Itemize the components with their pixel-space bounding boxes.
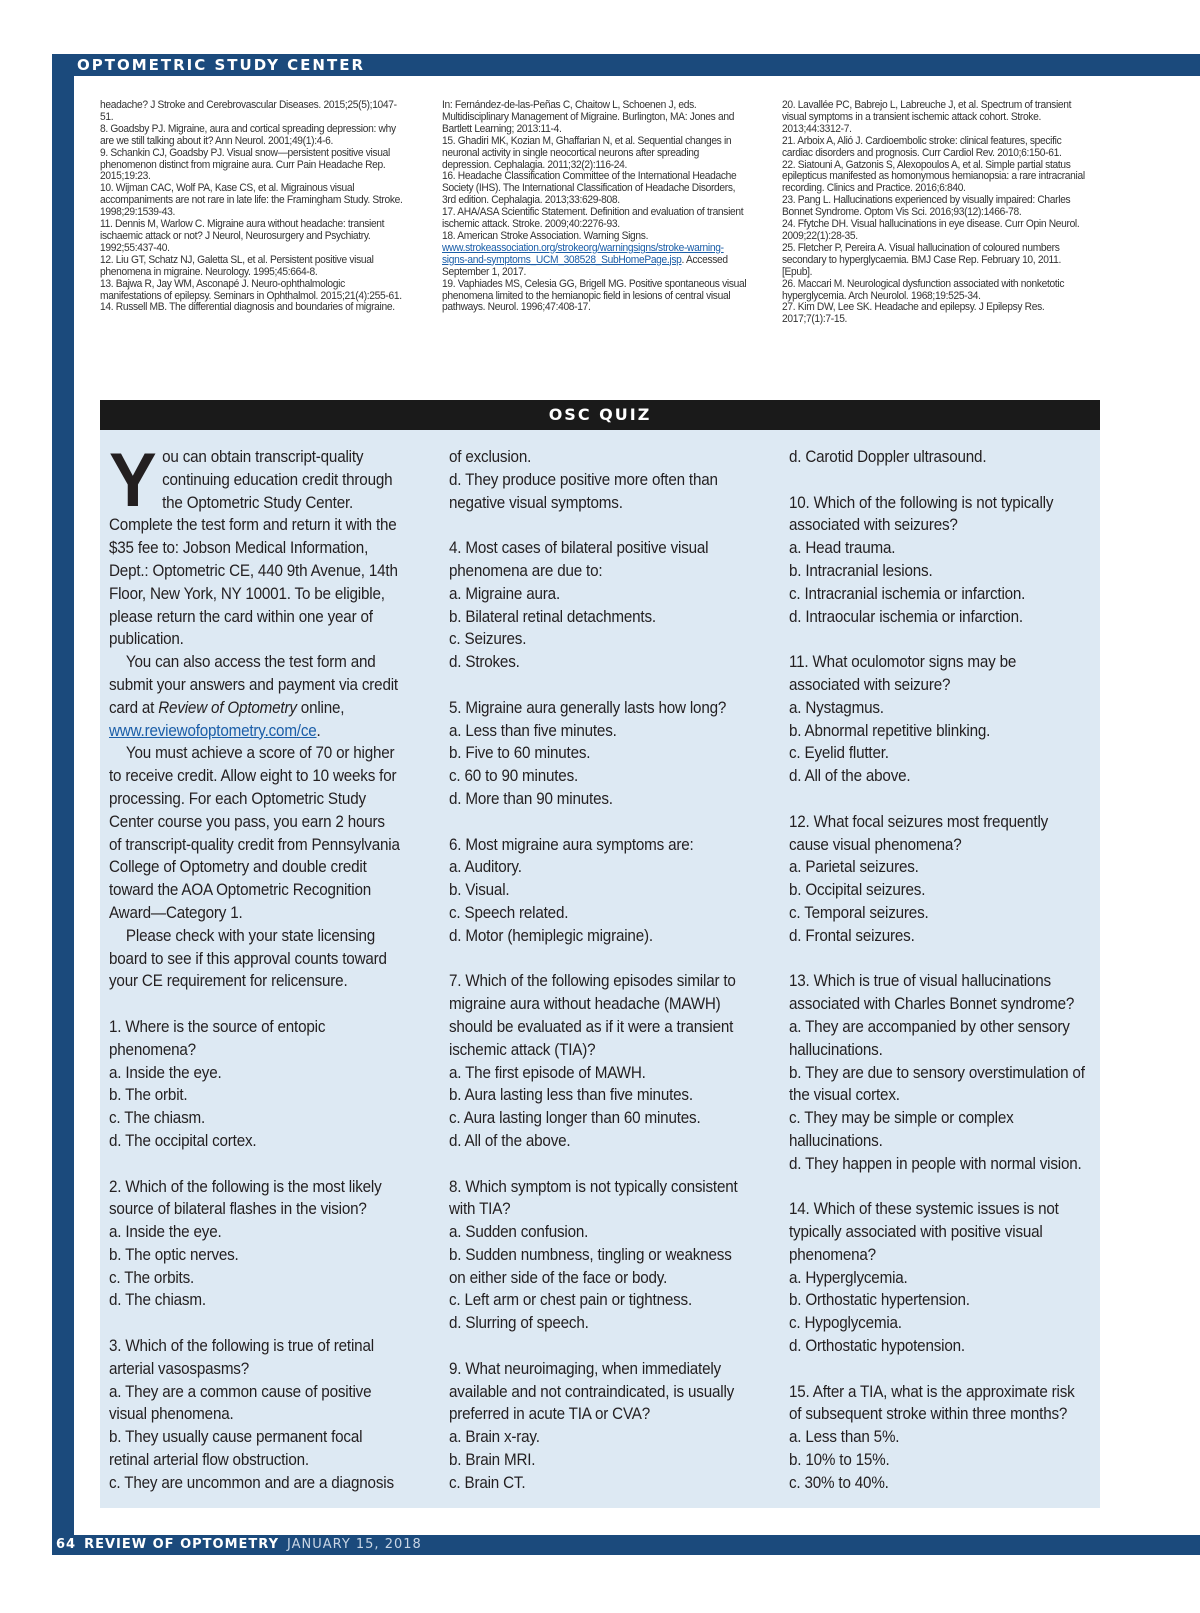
reference-item: 19. Vaphiades MS, Celesia GG, Brigell MG. Positive spontaneous visual phenomena limited to the hemianopic field in lesions of central visual pathways. Neurol. 1996;47:408-17. [442, 277, 747, 314]
question-12: 12. What focal seizures most frequently cause visual phenomena? [789, 812, 1049, 854]
answer-option: c. 30% to 40%. [789, 1473, 889, 1492]
answer-option: a. They are accompanied by other sensory hallucinations. [789, 1017, 1070, 1059]
reference-item: 20. Lavallée PC, Babrejo L, Labreuche J, et al. Spectrum of transient visual symptoms in a transient ischemic attack cohort. Stroke. 2013;44:3312-7. [782, 99, 1072, 135]
answer-option: d. More than 90 minutes. [449, 789, 613, 808]
answer-option: d. They happen in people with normal vision. [789, 1154, 1082, 1173]
reference-item: In: Fernández-de-las-Peñas C, Chaitow L, Schoenen J, eds. Multidisciplinary Management of Migraine. Burlington, MA: Jones and Bartlett Learning; 2013:11-4. [442, 99, 735, 135]
reference-item: headache? J Stroke and Cerebrovascular Diseases. 2015;25(5);1047-51. [100, 99, 397, 123]
intro-paragraph [109, 438, 400, 651]
answer-option: a. Less than five minutes. [449, 721, 617, 740]
page-number: 64 [56, 1537, 77, 1552]
question-6: 6. Most migraine aura symptoms are: [449, 835, 694, 854]
answer-option: a. Head trauma. [789, 539, 896, 558]
ce-website-link[interactable]: www.reviewofoptometry.com/ce [109, 721, 317, 740]
answer-option: a. Less than 5%. [789, 1428, 900, 1447]
question-1: 1. Where is the source of entopic phenomena? [109, 1017, 326, 1059]
reference-item: 26. Maccari M. Neurological dysfunction associated with nonketotic hyperglycemia. Arch Neurolol. 1968;19:525-34. [782, 277, 1065, 302]
answer-option: c. The orbits. [109, 1268, 195, 1287]
reference-item: 27. Kim DW, Lee SK. Headache and epilepsy. J Epilepsy Res. 2017;7(1):7-15. [782, 301, 1045, 326]
answer-option: b. Abnormal repetitive blinking. [789, 721, 991, 740]
question-15: 15. After a TIA, what is the approximate risk of subsequent stroke within three months? [789, 1382, 1075, 1424]
answer-option: c. Intracranial ischemia or infarction. [789, 584, 1026, 603]
question-14: 14. Which of these systemic issues is not typically associated with positive visual phenomena? [789, 1200, 1059, 1264]
answer-option: a. Inside the eye. [109, 1223, 222, 1242]
answer-option: b. The orbit. [109, 1086, 188, 1105]
reference-item: 8. Goadsby PJ. Migraine, aura and cortical spreading depression: why are we still talking about it? Ann Neurol. 2001;49(1):4-6. [100, 122, 396, 147]
reference-item [442, 231, 747, 279]
answer-option: d. All of the above. [449, 1131, 571, 1150]
quiz-title: OSC QUIZ [548, 405, 652, 424]
issue-date: JANUARY 15, 2018 [286, 1537, 422, 1552]
intro-text: online, [296, 698, 345, 717]
answer-option: c. Aura lasting longer than 60 minutes. [449, 1109, 701, 1128]
reference-text: 18. American Stroke Association. Warning Signs. [442, 229, 649, 242]
answer-option: b. Intracranial lesions. [789, 561, 933, 580]
reference-item: 13. Bajwa R, Jay WM, Asconapé J. Neuro-ophthalmologic manifestations of epilepsy. Seminars in Ophthalmol. 2015;21(4):255-61. [100, 277, 402, 302]
stroke-association-link[interactable]: www.strokeassociation.org/strokeorg/warningsigns/stroke-warning-signs-and-symptoms_UCM_308528_SubHomePage.jsp [442, 241, 724, 266]
answer-option: c. They may be simple or complex hallucinations. [789, 1109, 1014, 1150]
answer-option: b. Five to 60 minutes. [449, 744, 591, 763]
question-3: 3. Which of the following is true of retinal arterial vasospasms? [109, 1337, 374, 1378]
answer-option: a. Sudden confusion. [449, 1223, 589, 1242]
reference-item: 23. Pang L. Hallucinations experienced by visually impaired: Charles Bonnet Syndrome. Optom Vis Sci. 2016;93(12):1466-78. [782, 194, 1071, 219]
answer-option: d. Frontal seizures. [789, 926, 915, 945]
answer-option: d. Strokes. [449, 653, 520, 672]
intro-paragraph [109, 651, 400, 742]
answer-option: a. Auditory. [449, 858, 522, 877]
answer-option: c. They are uncommon and are a diagnosis [109, 1473, 394, 1492]
answer-option: b. 10% to 15%. [789, 1451, 890, 1470]
answer-option: d. The chiasm. [109, 1291, 206, 1310]
answer-option: c. The chiasm. [109, 1109, 206, 1128]
reference-item: 11. Dennis M, Warlow C. Migraine aura without headache: transient ischaemic attack or not? J Neurol, Neurosurgery and Psychiatry. 1992;55:437-40. [100, 218, 385, 254]
answer-option: b. Bilateral retinal detachments. [449, 607, 656, 626]
question-5: 5. Migraine aura generally lasts how long? [449, 698, 727, 717]
question-13: 13. Which is true of visual hallucinations associated with Charles Bonnet syndrome? [789, 972, 1075, 1014]
answer-option: b. Brain MRI. [449, 1451, 536, 1470]
drop-cap: Y [109, 438, 157, 523]
answer-option: b. Aura lasting less than five minutes. [449, 1086, 693, 1105]
references-column-2 [442, 100, 747, 314]
answer-option: b. Occipital seizures. [789, 881, 926, 900]
intro-text: ou can obtain transcript-quality continuing education credit through the Optometric Study Center. Complete the test form and return it with the $35 fee to: Jobson Medical Information, Dept.: Optometric CE, 440 9th Avenue, 14th Floor, New York, NY 10001. To be eligible, please return the card within one year of publication. [109, 448, 398, 649]
question-11: 11. What oculomotor signs may be associated with seizure? [789, 653, 1017, 694]
reference-item: 22. Siatouni A, Gatzonis S, Alexopoulos A, et al. Simple partial status epilepticus manifested as homonymous hemianopsia: a rare intracranial recording. Clinics and Practice. 2016;6:840. [782, 158, 1085, 195]
answer-option: b. The optic nerves. [109, 1245, 239, 1264]
answer-option: c. Brain CT. [449, 1473, 526, 1492]
answer-option: b. Visual. [449, 881, 510, 900]
intro-paragraph: You must achieve a score of 70 or higher to receive credit. Allow eight to 10 weeks for processing. For each Optometric Study Center course you pass, you earn 2 hours of transcript-quality credit from Pennsylvania College of Optometry and double credit toward the AOA Optometric Recognition Award—Category 1. [109, 744, 400, 922]
answer-option: a. Inside the eye. [109, 1063, 222, 1082]
answer-option: d. The occipital cortex. [109, 1131, 257, 1150]
answer-option: a. Brain x-ray. [449, 1428, 540, 1447]
reference-item: 9. Schankin CJ, Goadsby PJ. Visual snow—persistent positive visual phenomenon distinct from migraine aura. Curr Pain Headache Rep. 2015;19:23. [100, 146, 390, 183]
answer-option: c. Eyelid flutter. [789, 744, 889, 763]
question-8: 8. Which symptom is not typically consistent with TIA? [449, 1177, 738, 1219]
answer-option: c. Left arm or chest pain or tightness. [449, 1291, 693, 1310]
answer-option: a. Parietal seizures. [789, 858, 919, 877]
quiz-column-1 [109, 438, 400, 1495]
answer-option: d. They produce positive more often than negative visual symptoms. [449, 470, 718, 512]
section-title: OPTOMETRIC STUDY CENTER [77, 56, 365, 74]
reference-text: . Accessed September 1, 2017. [442, 253, 728, 278]
intro-paragraph: Please check with your state licensing board to see if this approval counts toward your CE requirement for relicensure. [109, 926, 387, 991]
reference-item: 16. Headache Classification Committee of the International Headache Society (IHS). The International Classification of Headache Disorders, 3rd edition. Cephalagia. 2013;33:629-808. [442, 170, 737, 207]
references-column-3 [782, 100, 1089, 326]
footer [56, 1537, 422, 1553]
answer-option: a. Migraine aura. [449, 584, 560, 603]
references-column-1 [100, 100, 407, 314]
answer-option: c. Temporal seizures. [789, 903, 929, 922]
intro-text: You can also access the test form and submit your answers and payment via credit card at [109, 653, 398, 717]
answer-option: b. They usually cause permanent focal retinal arterial flow obstruction. [109, 1428, 363, 1470]
publication-title: REVIEW OF OPTOMETRY [84, 1537, 279, 1552]
answer-option: b. Orthostatic hypertension. [789, 1291, 970, 1310]
answer-option: c. Hypoglycemia. [789, 1314, 902, 1333]
answer-option: c. Speech related. [449, 903, 569, 922]
quiz-column-3 [789, 446, 1090, 1495]
question-10: 10. Which of the following is not typically associated with seizures? [789, 493, 1054, 535]
answer-option: d. Motor (hemiplegic migraine). [449, 926, 653, 945]
question-7: 7. Which of the following episodes similar to migraine aura without headache (MAWH) should be evaluated as if it were a transient ischemic attack (TIA)? [449, 972, 736, 1059]
header-bar [52, 54, 1200, 76]
reference-item: 15. Ghadiri MK, Kozian M, Ghaffarian N, et al. Sequential changes in neuronal activity in single neocortical neurons after spreading depression. Cephalagia. 2011;32(2):116-24. [442, 134, 732, 171]
reference-item: 24. Ffytche DH. Visual hallucinations in eye disease. Curr Opin Neurol. 2009;22(1):28-35. [782, 218, 1080, 242]
left-rule [52, 54, 77, 1554]
answer-option: d. Intraocular ischemia or infarction. [789, 607, 1023, 626]
quiz-column-2 [449, 446, 748, 1495]
reference-item: 17. AHA/ASA Scientific Statement. Definition and evaluation of transient ischemic attack. Stroke. 2009;40:2276-93. [442, 206, 744, 231]
answer-option: d. Orthostatic hypotension. [789, 1337, 965, 1356]
answer-option: a. Hyperglycemia. [789, 1268, 908, 1287]
reference-item: 14. Russell MB. The differential diagnosis and boundaries of migraine. [100, 301, 395, 314]
answer-option: c. Seizures. [449, 630, 527, 649]
answer-option: c. 60 to 90 minutes. [449, 767, 579, 786]
answer-option: d. All of the above. [789, 767, 911, 786]
reference-item: 10. Wijman CAC, Wolf PA, Kase CS, et al. Migrainous visual accompaniments are not rare in late life: the Framingham Study. Stroke. 1998;29:1539-43. [100, 182, 403, 219]
answer-option: d. Slurring of speech. [449, 1314, 589, 1333]
answer-option: of exclusion. [449, 448, 532, 466]
publication-name: Review of Optometry [158, 698, 297, 717]
reference-item: 25. Fletcher P, Pereira A. Visual hallucination of coloured numbers secondary to hyperglycaemia. BMJ Case Rep. February 10, 2011. [Epub]. [782, 241, 1062, 278]
question-4: 4. Most cases of bilateral positive visual phenomena are due to: [449, 539, 709, 580]
question-2: 2. Which of the following is the most likely source of bilateral flashes in the vision? [109, 1177, 382, 1219]
reference-item: 12. Liu GT, Schatz NJ, Galetta SL, et al. Persistent positive visual phenomena in migraine. Neurology. 1995;45:664-8. [100, 253, 374, 278]
question-9: 9. What neuroimaging, when immediately available and not contraindicated, is usually preferred in acute TIA or CVA? [449, 1359, 735, 1424]
answer-option: b. Sudden numbness, tingling or weakness on either side of the face or body. [449, 1245, 732, 1287]
quiz-title-bar [100, 400, 1100, 430]
intro-text: . [316, 721, 321, 740]
answer-option: a. Nystagmus. [789, 698, 884, 717]
answer-option: d. Carotid Doppler ultrasound. [789, 448, 987, 466]
answer-option: a. The first episode of MAWH. [449, 1063, 646, 1082]
answer-option: b. They are due to sensory overstimulation of the visual cortex. [789, 1063, 1085, 1105]
reference-item: 21. Arboix A, Alió J. Cardioembolic stroke: clinical features, specific cardiac disorders and prognosis. Curr Cardiol Rev. 2010;6:150-61. [782, 134, 1062, 159]
answer-option: a. They are a common cause of positive visual phenomena. [109, 1382, 372, 1424]
